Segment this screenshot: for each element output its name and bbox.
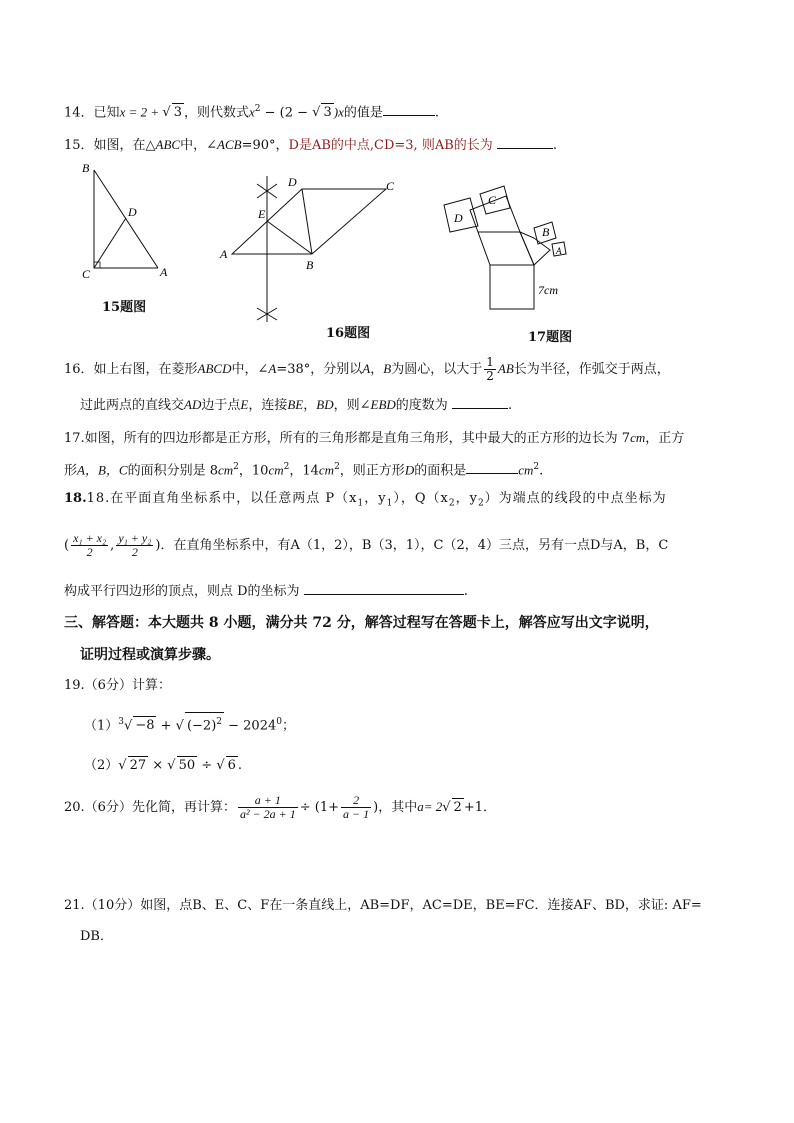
q20-post: +1． [463, 800, 496, 815]
question-15 [64, 136, 557, 155]
q16-half-num: 1 [486, 355, 494, 369]
question-21-line1: 21.（10分）如图，点B、E、C、F在一条直线上，AB=DF，AC=DE，BE=FC．连接AF、BD，求证: AF= [64, 898, 702, 913]
question-16-line2 [80, 396, 512, 415]
q18-frac1-num: x₁ + x₂ [73, 531, 107, 545]
question-18-line1 [64, 490, 667, 513]
q17-answer-blank [466, 461, 518, 474]
fig16-label-b: B [306, 258, 314, 272]
q14-text: 已知 [93, 105, 120, 121]
question-19-part1: $(1)^3√ -8$ + √ $(-2)^2 - 2024^0$； [84, 712, 295, 735]
question-17-line2 [64, 458, 543, 480]
q18-sub1: 1 [357, 498, 365, 509]
q17-sq4: 2 [533, 462, 540, 472]
q16-text7: 边于点 [201, 398, 241, 413]
q16-e: E [240, 397, 249, 412]
q16-text8: ，连接 [248, 398, 288, 413]
q19-p2-r1: 27 [129, 758, 147, 773]
q19-p2-r3: 6 [227, 758, 236, 773]
q19-p2-label: （2） [84, 758, 119, 773]
q17-unit4: cm [518, 462, 534, 478]
fig15-label-a: A [160, 265, 168, 279]
fig15-caption: 15题图 [102, 300, 147, 315]
q17-unit3: cm [318, 462, 335, 478]
q17-text6: ，则正方形 [339, 463, 405, 479]
question-18-line2: ( $\frac{\text{x₁ + x₂}}{2}$ , $\frac{\text{y₁ + y₂}}{2}$ )．在直角坐标系中，有A（1，2），B（3，1），C（2，4）三点，另有一点D与A，B，C [64, 531, 669, 559]
q20-div: ÷ (1+ [299, 800, 340, 815]
q16-text5: 长为半径，作弧交于两点， [513, 362, 670, 377]
q19-p1-root2: (−2) [186, 718, 217, 734]
q16-half-den: 2 [486, 369, 494, 383]
q16-text1: 16．如上右图，在菱形 [64, 362, 198, 377]
q19-p2-end: . [237, 758, 243, 773]
q19-p1-zero: 0 [276, 717, 282, 727]
q18-text1d: ，y [455, 491, 478, 506]
q18-paren-close: ) [155, 538, 161, 553]
q14-sqrt2: √ 3 [312, 105, 332, 121]
q16-answer-blank [452, 396, 508, 409]
q17-unit1: cm [217, 462, 234, 478]
q18-end: . [463, 584, 468, 599]
q20-a-eq: a= 2 [417, 799, 443, 814]
question-19-title: 19.（6分）计算： [64, 678, 171, 693]
q16-ab: AB [497, 361, 514, 376]
q16-comma: ， [370, 362, 384, 377]
fig17-label-a: A [556, 246, 562, 256]
q16-end: . [507, 398, 513, 413]
fig17-label-d: D [454, 211, 463, 225]
q16-a: A [268, 361, 277, 376]
q17-cm: cm [630, 430, 646, 445]
q16-text2: 中，∠ [231, 362, 269, 377]
q15-number: 15． [64, 138, 94, 153]
q16-text4: 为圆心，以大于 [391, 362, 483, 377]
figure-17 [440, 180, 580, 320]
q14-mid: ，则代数式 [183, 105, 249, 121]
q18-frac1 [71, 532, 108, 559]
q18-sub2: 1 [386, 498, 394, 509]
section-3-header-line2: 证明过程或演算步骤。 [80, 647, 220, 663]
fig16-label-d: D [288, 176, 297, 189]
fig17-label-c: C [488, 193, 497, 207]
q16-text6: 过此两点的直线交 [80, 398, 185, 413]
q18-text3: 构成平行四边形的顶点，则点 D的坐标为 [64, 584, 300, 599]
fig15-label-d: D [128, 205, 137, 219]
fig17-label-7cm: 7cm [538, 283, 558, 297]
q20-frac2-den: a − 1 [343, 807, 370, 821]
q18-answer-blank [304, 582, 464, 595]
q17-text3: 的面积分别是 8 [127, 463, 218, 479]
q20-frac1-num: a + 1 [238, 794, 298, 808]
q18-text1e: ）为端点的线段的中点坐标为 [484, 491, 667, 506]
q18-sub4: 2 [477, 498, 485, 509]
q17-abc: A，B，C [77, 462, 128, 478]
q19-p1-plus: + [156, 718, 176, 734]
q17-text2: 形 [64, 463, 78, 479]
q16-bd: BD [316, 397, 334, 412]
q15-answer-blank [497, 136, 553, 149]
q20-frac1-den: a² − 2a + 1 [239, 807, 296, 821]
q17-sq2: 2 [283, 462, 290, 472]
q19-p1-square: 2 [216, 717, 222, 727]
q18-text1: 18.在平面直角坐标系中，以任意两点 P（x [86, 491, 358, 506]
q20-sqrt2: 2 [453, 800, 462, 815]
q18-frac2-den: 2 [131, 545, 138, 559]
q18-frac2 [116, 532, 153, 559]
q17-end: . [539, 463, 544, 479]
q16-abcd: ABCD [197, 361, 232, 376]
q15-mid1: 中，∠ [180, 138, 218, 153]
q20-frac2 [341, 794, 371, 821]
q16-text9: ，则∠ [333, 398, 371, 413]
q14-square: 2 [254, 104, 261, 114]
q16-be: BE [287, 397, 304, 412]
fig16-label-c: C [386, 179, 395, 193]
q19-p1-end: ； [281, 718, 295, 734]
q19-p1-rest: − 2024 [224, 718, 277, 734]
q15-abc: ABC [155, 137, 181, 152]
q19-p2-r2: 50 [178, 758, 196, 773]
q17-sq3: 2 [334, 462, 340, 472]
q14-sqrt-value: 3 [173, 105, 182, 121]
q15-acb: ACB [217, 137, 242, 152]
q17-sq1: 2 [233, 462, 239, 472]
q19-p2-times: × [148, 758, 168, 773]
q20-frac1 [238, 794, 298, 821]
figure-16 [214, 176, 404, 326]
fig17-caption: 17题图 [528, 330, 573, 345]
q16-half [484, 356, 496, 383]
q19-p1-label: （1） [84, 718, 119, 734]
q16-comma2: ， [303, 398, 317, 413]
q14-number: 14． [64, 105, 94, 121]
fig17-label-b: B [542, 225, 550, 239]
q16-a2: A [362, 361, 371, 376]
q15-mid2: =90°， [241, 138, 289, 153]
q14-sqrt2-value: 3 [323, 105, 332, 121]
q14-answer-blank [383, 103, 435, 116]
q20-frac2-num: 2 [341, 794, 371, 808]
q17-text5: ，14 [289, 463, 319, 479]
q19-p1-root-index: 3 [118, 717, 125, 727]
figure-15 [78, 160, 178, 280]
q17-text1-end: ，正方 [645, 431, 685, 446]
q16-ebd: EBD [370, 397, 396, 412]
fig16-caption: 16题图 [326, 326, 371, 341]
q17-unit2: cm [268, 462, 284, 478]
q16-text3: =38°，分别以 [276, 362, 363, 377]
fig16-label-a: A [220, 247, 228, 261]
question-20: 20.（6分）先化简，再计算： $\frac{a + 1}{\text{a² − 2a + 1}}$ ÷ (1+ $\frac{2}{a - 1}$ )，其中a= 2√ 2 +1． [64, 793, 496, 821]
q18-number: 18. [64, 491, 87, 506]
q17-text7: 的面积是 [414, 463, 467, 479]
q18-frac1-den: 2 [86, 545, 93, 559]
q19-p2-div: ÷ [197, 758, 217, 773]
q14-expr-end: )x [333, 104, 344, 120]
q15-pre: 如图，在△ [93, 138, 156, 153]
question-19-part2: （2）√ 27 × √ 50 ÷ √ 6 . [84, 758, 243, 773]
q16-ad: AD [184, 397, 202, 412]
q18-text1b: ，y [364, 491, 387, 506]
question-18-line3 [64, 582, 468, 601]
q20-close: )，其中 [373, 800, 418, 815]
q14-post: 的值是 [343, 105, 383, 121]
fig15-label-c: C [82, 267, 91, 280]
q15-post: 则AB的长为 [421, 138, 493, 153]
q14-expr-x: x [248, 104, 255, 120]
q16-b: B [383, 361, 392, 376]
q15-red-text: D是AB的中点,CD=3, [288, 138, 422, 153]
q20-pre: 20.（6分）先化简，再计算： [64, 800, 236, 815]
question-14 [64, 100, 439, 122]
q17-text1: 17.如图，所有的四边形都是正方形，所有的三角形都是直角三角形，其中最大的正方形的边长为 7 [64, 431, 631, 446]
q17-d: D [404, 462, 415, 478]
q18-frac2-num: y₁ + y₂ [118, 531, 152, 545]
q18-text2: ．在直角坐标系中，有A（1，2），B（3，1），C（2，4）三点，另有一点D与A，B，C [160, 538, 669, 553]
q16-text10: 的度数为 [395, 398, 448, 413]
q14-sqrt: √ 3 [162, 105, 182, 121]
fig16-label-e: E [258, 207, 266, 221]
q18-sub3: 2 [448, 498, 456, 509]
question-21-line2: DB． [80, 929, 113, 944]
q17-text4: ，10 [238, 463, 269, 479]
question-16-line1 [64, 356, 670, 383]
q19-p1-root2-wrap [185, 712, 224, 735]
section-3-header-line1: 三、解答题：本大题共 8 小题，满分共 72 分，解答过程写在答题卡上，解答应写出文字说明， [64, 615, 659, 631]
q14-end: . [434, 105, 440, 121]
fig15-label-b: B [82, 161, 90, 175]
q19-p1-root1: −8 [135, 718, 155, 734]
q14-x-expr: x = 2 + [119, 104, 163, 120]
q18-paren-open: ( [64, 538, 70, 553]
q18-text1c: ），Q（x [393, 491, 449, 506]
question-17-line1 [64, 429, 684, 448]
q14-expr-mid: − (2 − [260, 105, 313, 121]
q15-end: . [552, 138, 558, 153]
